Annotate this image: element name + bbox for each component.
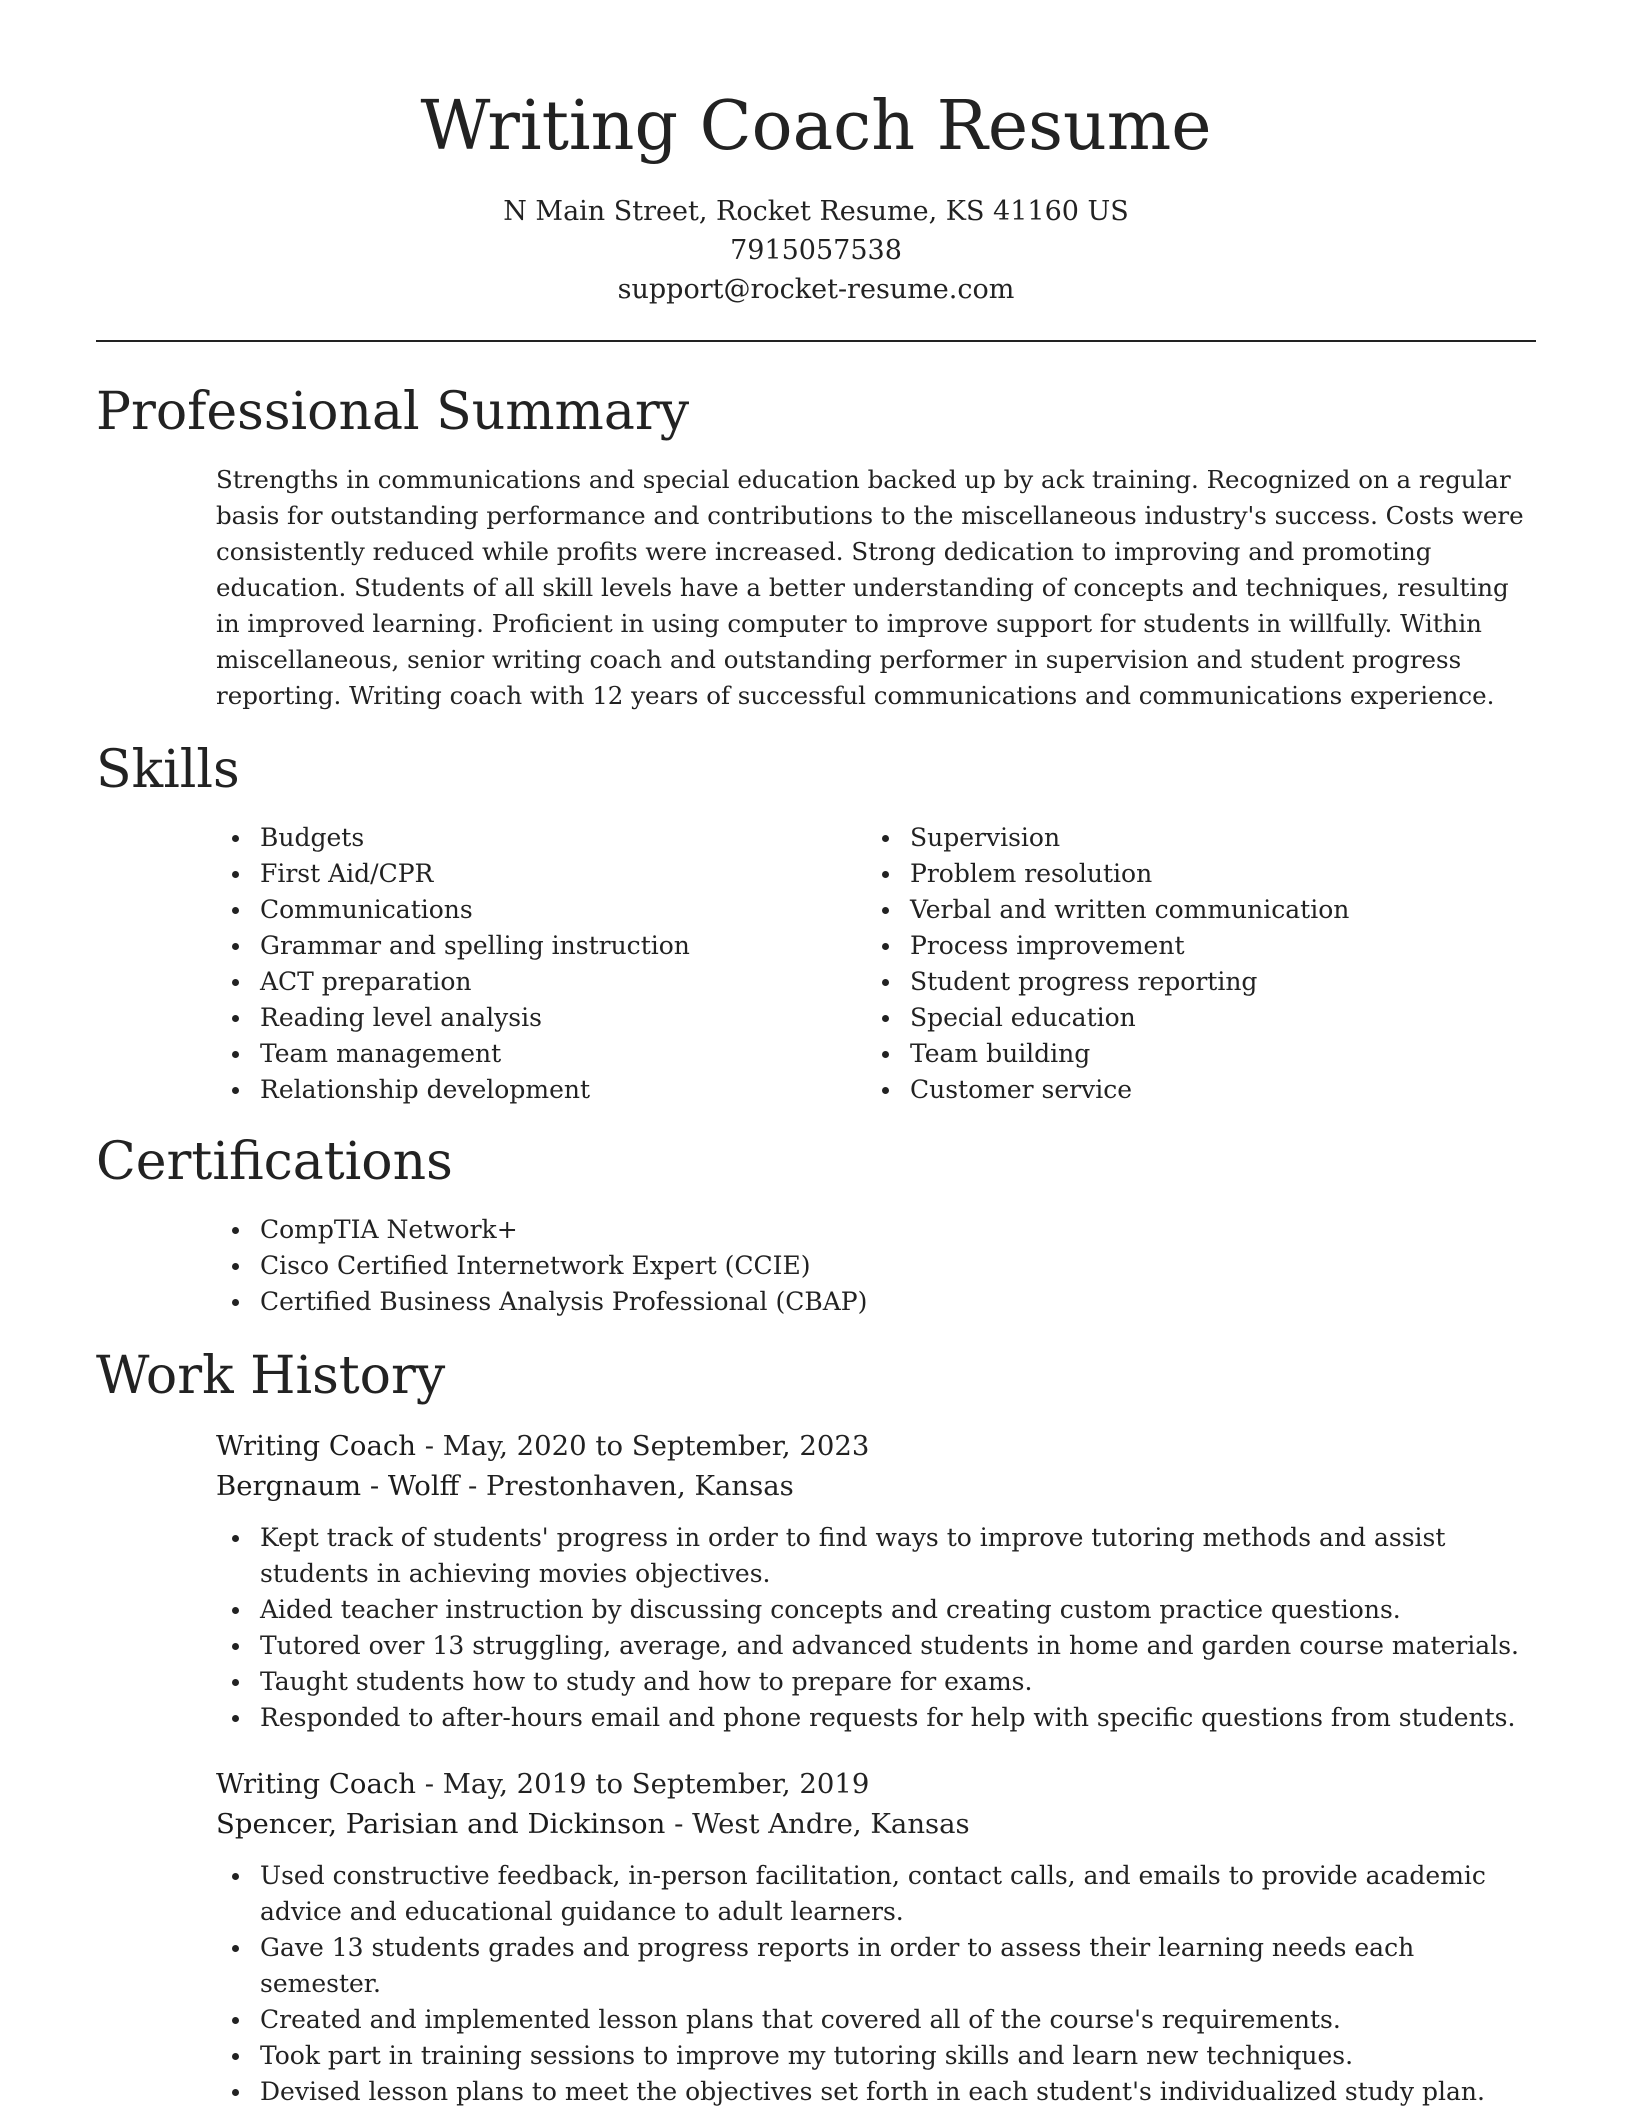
job-duty-item: Used constructive feedback, in-person facilitation, contact calls, and emails to provide academic advice and educational guidance to adult learners. bbox=[216, 1858, 1536, 1930]
section-work-history bbox=[96, 1344, 1536, 2110]
skill-item: Team building bbox=[866, 1036, 1516, 1072]
contact-info bbox=[0, 192, 1632, 309]
job-location: - Prestonhaven, Kansas bbox=[459, 1470, 794, 1502]
job-entry bbox=[96, 1764, 1536, 2110]
job-duty-item: Taught students how to study and how to prepare for exams. bbox=[216, 1664, 1536, 1700]
contact-address: N Main Street, Rocket Resume, KS 41160 US bbox=[503, 196, 1129, 227]
skills-columns bbox=[96, 820, 1536, 1108]
skill-item: Communications bbox=[216, 892, 866, 928]
skill-item: Relationship development bbox=[216, 1072, 866, 1108]
job-duty-item: Aided teacher instruction by discussing concepts and creating custom practice questions. bbox=[216, 1592, 1536, 1628]
job-dates: - May, 2019 to September, 2019 bbox=[415, 1768, 870, 1800]
job-duties-list bbox=[96, 1520, 1536, 1736]
contact-email: support@rocket-resume.com bbox=[617, 274, 1015, 305]
contact-phone: 7915057538 bbox=[730, 235, 902, 266]
header-divider bbox=[96, 340, 1536, 342]
summary-text: Strengths in communications and special education backed up by ack training. Recognized on a regular basis for outstanding performance and contributions to the miscellaneous industry's success. Costs were consistently reduced while profits were increased. Strong dedication to improving and promoting education. Students of all skill levels have a better understanding of concepts and techniques, resulting in improved learning. Proficient in using computer to improve support for students in willfully. Within miscellaneous, senior writing coach and outstanding performer in supervision and student progress reporting. Writing coach with 12 years of successful communications and communications experience. bbox=[216, 465, 1524, 710]
skill-item: Special education bbox=[866, 1000, 1516, 1036]
certifications-heading: Certifications bbox=[96, 1132, 453, 1192]
skill-item: First Aid/CPR bbox=[216, 856, 866, 892]
job-duty-item: Gave 13 students grades and progress reports in order to assess their learning needs each semester. bbox=[216, 1930, 1536, 2002]
job-duty-item: Took part in training sessions to improve my tutoring skills and learn new techniques. bbox=[216, 2038, 1536, 2074]
certifications-list bbox=[96, 1212, 1536, 1320]
skill-item: Reading level analysis bbox=[216, 1000, 866, 1036]
job-duty-item: Created and implemented lesson plans that covered all of the course's requirements. bbox=[216, 2002, 1536, 2038]
summary-heading: Professional Summary bbox=[96, 382, 690, 442]
resume-header bbox=[0, 84, 1632, 309]
section-certifications bbox=[96, 1130, 1536, 1320]
job-duty-item: Tutored over 13 struggling, average, and advanced students in home and garden course materials. bbox=[216, 1628, 1536, 1664]
certification-item: Certified Business Analysis Professional (CBAP) bbox=[216, 1284, 1536, 1320]
certification-item: CompTIA Network+ bbox=[216, 1212, 1536, 1248]
job-location: - West Andre, Kansas bbox=[665, 1808, 970, 1840]
skill-item: Team management bbox=[216, 1036, 866, 1072]
job-duty-item: Devised lesson plans to meet the objectives set forth in each student's individualized study plan. bbox=[216, 2074, 1536, 2110]
skill-item: Customer service bbox=[866, 1072, 1516, 1108]
job-entry bbox=[96, 1426, 1536, 1736]
job-company: Bergnaum - Wolff bbox=[216, 1470, 460, 1502]
section-summary bbox=[96, 380, 1536, 714]
skill-item: ACT preparation bbox=[216, 964, 866, 1000]
job-duty-item: Responded to after-hours email and phone requests for help with specific questions from students. bbox=[216, 1700, 1536, 1736]
job-title-line bbox=[216, 1764, 1536, 1804]
work-history-heading: Work History bbox=[96, 1346, 446, 1406]
job-company-line bbox=[216, 1804, 1536, 1844]
job-dates: - May, 2020 to September, 2023 bbox=[415, 1430, 870, 1462]
skill-item: Verbal and written communication bbox=[866, 892, 1516, 928]
skills-list-left bbox=[216, 820, 866, 1108]
job-company-line bbox=[216, 1466, 1536, 1506]
job-role: Writing Coach bbox=[216, 1768, 416, 1800]
job-company: Spencer, Parisian and Dickinson bbox=[216, 1808, 666, 1840]
certification-item: Cisco Certified Internetwork Expert (CCIE) bbox=[216, 1248, 1536, 1284]
skill-item: Student progress reporting bbox=[866, 964, 1516, 1000]
skill-item: Grammar and spelling instruction bbox=[216, 928, 866, 964]
job-title-line bbox=[216, 1426, 1536, 1466]
skill-item: Budgets bbox=[216, 820, 866, 856]
skill-item: Problem resolution bbox=[866, 856, 1516, 892]
job-role: Writing Coach bbox=[216, 1430, 416, 1462]
job-duty-item: Kept track of students' progress in order to find ways to improve tutoring methods and assist students in achieving movies objectives. bbox=[216, 1520, 1536, 1592]
skill-item: Process improvement bbox=[866, 928, 1516, 964]
skill-item: Supervision bbox=[866, 820, 1516, 856]
job-duties-list bbox=[96, 1858, 1536, 2110]
skills-list-right bbox=[866, 820, 1516, 1108]
resume-title: Writing Coach Resume bbox=[420, 87, 1212, 166]
section-skills bbox=[96, 738, 1536, 1108]
skills-heading: Skills bbox=[96, 740, 240, 800]
